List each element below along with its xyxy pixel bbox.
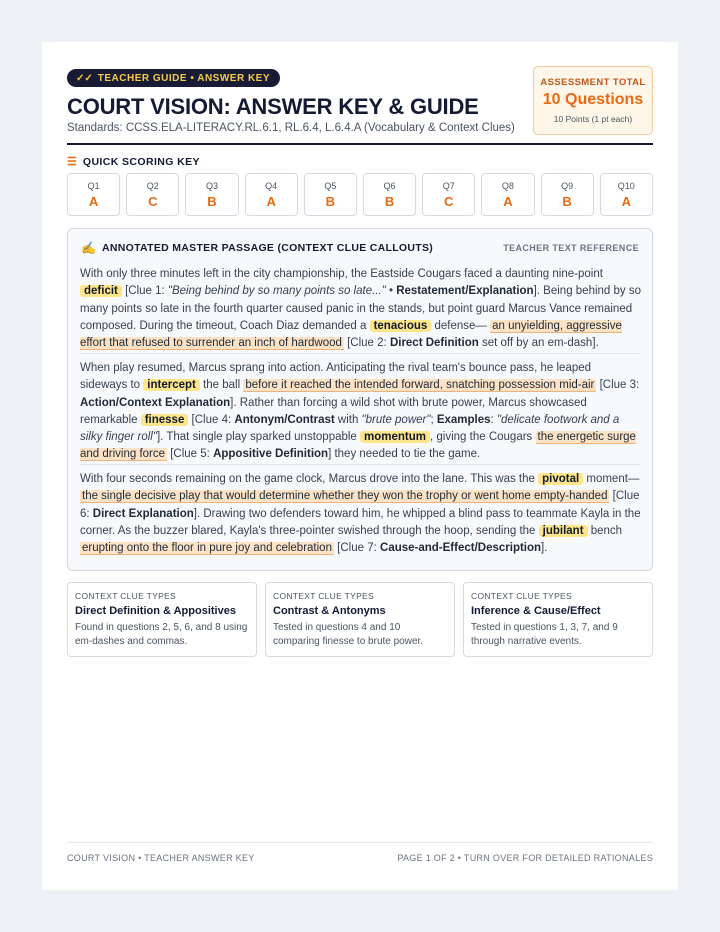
clue-type-card-inference bbox=[463, 582, 653, 657]
card-title: Contrast & Antonyms bbox=[273, 605, 386, 617]
definition-highlight: before it reached the intended forward, snatching possession mid-air bbox=[245, 379, 595, 392]
answer-key-row bbox=[67, 173, 653, 216]
vocab-term: momentum bbox=[360, 431, 430, 443]
answer-letter: B bbox=[207, 194, 217, 209]
clue-text: [Clue 1: bbox=[121, 285, 168, 298]
clue-text: : bbox=[490, 413, 497, 426]
answer-cell-q8 bbox=[481, 173, 534, 216]
definition-highlight: the energetic surge and driving force bbox=[80, 431, 636, 461]
assessment-total-box bbox=[533, 66, 653, 135]
clue-type: Cause-and-Effect/Description bbox=[380, 542, 542, 555]
definition-highlight: erupting onto the floor in pure joy and celebration bbox=[82, 542, 332, 555]
clue-type: Antonym/Contrast bbox=[234, 413, 335, 426]
passage-paragraph-2 bbox=[80, 360, 641, 464]
passage-heading-label: ANNOTATED MASTER PASSAGE (CONTEXT CLUE CALLOUTS) bbox=[101, 242, 434, 254]
clue-text: [Clue 4: bbox=[188, 413, 235, 426]
paragraph-divider bbox=[80, 464, 641, 465]
answer-cell-q3 bbox=[185, 173, 238, 216]
answer-cell-q7 bbox=[422, 173, 475, 216]
clue-callout bbox=[334, 542, 547, 554]
double-check-icon: ✓✓ bbox=[76, 72, 93, 84]
card-description: Tested in questions 1, 3, 7, and 9 through narrative events. bbox=[471, 622, 618, 647]
answer-letter: A bbox=[621, 194, 631, 209]
answer-cell-q4 bbox=[245, 173, 298, 216]
clue-text: [Clue 6: bbox=[80, 490, 640, 520]
clue-type: Appositive Definition bbox=[213, 448, 329, 461]
passage-text: ]. That single play sparked unstoppable bbox=[156, 431, 361, 444]
passage-text: , giving the Cougars bbox=[430, 431, 536, 444]
list-icon: ☰ bbox=[67, 156, 77, 168]
answer-cell-q9 bbox=[541, 173, 594, 216]
answer-letter: C bbox=[444, 194, 454, 209]
passage-text: moment— bbox=[583, 473, 640, 485]
answer-letter: B bbox=[384, 194, 395, 209]
answer-letter: A bbox=[503, 194, 513, 209]
quick-key-label: QUICK SCORING KEY bbox=[82, 155, 200, 168]
clue-type-cards bbox=[67, 582, 653, 657]
card-title: Inference & Cause/Effect bbox=[471, 605, 601, 617]
question-number: Q10 bbox=[617, 181, 635, 191]
vocab-term: deficit bbox=[80, 285, 122, 297]
question-number: Q3 bbox=[205, 181, 218, 191]
card-kicker: CONTEXT CLUE TYPES bbox=[471, 591, 572, 601]
pen-icon: ✍ bbox=[81, 241, 96, 255]
passage-text: With four seconds remaining on the game clock, Marcus drove into the lane. This was the bbox=[80, 473, 539, 485]
definition-highlight: the single decisive play that would determine whether they won the trophy or went home empty-handed bbox=[82, 490, 608, 503]
clue-text: • bbox=[385, 285, 397, 298]
clue-quote: "Being behind by so many points so late..." bbox=[167, 285, 386, 298]
passage-text: ]. Rather than forcing a wild shot with brute power, Marcus showcased remarkable bbox=[80, 396, 587, 426]
page-title: COURT VISION: ANSWER KEY & GUIDE bbox=[67, 94, 479, 119]
badge-label: TEACHER GUIDE • ANSWER KEY bbox=[97, 72, 271, 84]
clue-type: Action/Context Explanation bbox=[80, 396, 231, 409]
vocab-term: pivotal bbox=[538, 473, 583, 485]
assessment-label: ASSESSMENT TOTAL bbox=[540, 77, 646, 88]
annotated-passage-box bbox=[67, 228, 653, 571]
clue-type-card-contrast bbox=[265, 582, 455, 657]
passage-text: bench bbox=[587, 524, 623, 537]
clue-text: [Clue 7: bbox=[333, 542, 381, 555]
vocab-term: intercept bbox=[143, 379, 200, 391]
answer-letter: C bbox=[148, 194, 158, 209]
passage-text: defense— bbox=[431, 319, 491, 332]
header-divider bbox=[67, 143, 653, 145]
answer-key-page bbox=[42, 42, 678, 890]
card-kicker: CONTEXT CLUE TYPES bbox=[273, 591, 374, 601]
question-number: Q5 bbox=[324, 181, 337, 191]
question-number: Q9 bbox=[561, 181, 574, 191]
definition-highlight: an unyielding, aggressive effort that refused to surrender an inch of hardwood bbox=[80, 319, 622, 350]
passage-text: ]. Being behind by so many points so late in the fourth quarter caused panic in the stands, but point guard Marcus Vance remained composed. During the timeout, Coach Diaz demanded a bbox=[80, 285, 642, 332]
answer-cell-q10 bbox=[600, 173, 653, 216]
clue-callout bbox=[167, 448, 480, 460]
card-description: Tested in questions 4 and 10 comparing finesse to brute power. bbox=[273, 622, 424, 647]
passage-text: When play resumed, Marcus sprang into action. Anticipating the rival team's bounce pass, he leaped sideways to bbox=[80, 362, 592, 392]
card-kicker: CONTEXT CLUE TYPES bbox=[75, 591, 176, 601]
clue-text: [Clue 3: bbox=[596, 379, 640, 392]
clue-type-card-definition bbox=[67, 582, 257, 657]
footer-left-text: COURT VISION • TEACHER ANSWER KEY bbox=[67, 853, 255, 863]
clue-quote: "delicate footwork and a silky finger roll" bbox=[80, 413, 620, 444]
passage-text: ]. Drawing two defenders toward him, he whipped a blind pass to teammate Kayla in the corner. As the buzzer blared, Kayla's three-pointer swished through the hoop, sending the bbox=[80, 507, 641, 537]
answer-letter: A bbox=[88, 194, 99, 209]
clue-text: ; bbox=[430, 413, 437, 426]
teacher-guide-badge bbox=[67, 69, 280, 87]
question-number: Q8 bbox=[501, 181, 514, 191]
answer-letter: B bbox=[325, 194, 336, 209]
paragraph-divider bbox=[80, 353, 641, 354]
answer-cell-q2 bbox=[126, 173, 179, 216]
card-title: Direct Definition & Appositives bbox=[75, 605, 236, 617]
passage-text: With only three minutes left in the city championship, the Eastside Cougars faced a daunting nine-point bbox=[80, 268, 603, 280]
clue-type: Direct Explanation bbox=[92, 507, 194, 520]
vocab-term: tenacious bbox=[370, 320, 432, 332]
question-number: Q2 bbox=[146, 181, 159, 191]
clue-type: Direct Definition bbox=[389, 337, 479, 350]
clue-examples-label: Examples bbox=[436, 413, 491, 426]
answer-cell-q1 bbox=[67, 173, 120, 216]
question-count: 10 Questions bbox=[542, 91, 644, 108]
question-number: Q1 bbox=[87, 181, 100, 191]
card-description: Found in questions 2, 5, 6, and 8 using em-dashes and commas. bbox=[75, 622, 248, 647]
question-number: Q7 bbox=[442, 181, 455, 191]
vocab-term: finesse bbox=[141, 414, 189, 426]
answer-cell-q6 bbox=[363, 173, 416, 216]
answer-cell-q5 bbox=[304, 173, 357, 216]
points-note: 10 Points (1 pt each) bbox=[553, 114, 633, 124]
question-number: Q6 bbox=[383, 181, 396, 191]
passage-paragraph-1 bbox=[80, 266, 641, 352]
clue-text: set off by an em-dash]. bbox=[478, 337, 599, 350]
vocab-term: jubilant bbox=[539, 525, 588, 537]
teacher-text-reference: TEACHER TEXT REFERENCE bbox=[503, 243, 639, 253]
quick-scoring-key-heading bbox=[67, 155, 200, 168]
passage-heading bbox=[81, 241, 433, 255]
passage-text: ] they needed to tie the game. bbox=[328, 448, 481, 461]
standards-line: Standards: CCSS.ELA-LITERACY.RL.6.1, RL.6.4, L.6.4.A (Vocabulary & Context Clues) bbox=[67, 122, 515, 134]
footer-divider bbox=[67, 842, 653, 843]
passage-paragraph-3 bbox=[80, 471, 641, 557]
passage-text: the ball bbox=[199, 379, 244, 392]
clue-text: ]. bbox=[541, 542, 548, 555]
clue-text: [Clue 2: bbox=[343, 337, 390, 350]
clue-callout bbox=[344, 337, 599, 349]
answer-letter: A bbox=[266, 194, 276, 209]
clue-type: Restatement/Explanation bbox=[396, 285, 534, 298]
clue-quote: "brute power" bbox=[361, 413, 431, 426]
clue-text: [Clue 5: bbox=[167, 448, 214, 461]
answer-letter: B bbox=[562, 194, 572, 209]
question-number: Q4 bbox=[265, 181, 278, 191]
footer-page-indicator: PAGE 1 OF 2 • TURN OVER FOR DETAILED RATIONALES bbox=[397, 853, 653, 863]
clue-text: with bbox=[334, 413, 362, 426]
